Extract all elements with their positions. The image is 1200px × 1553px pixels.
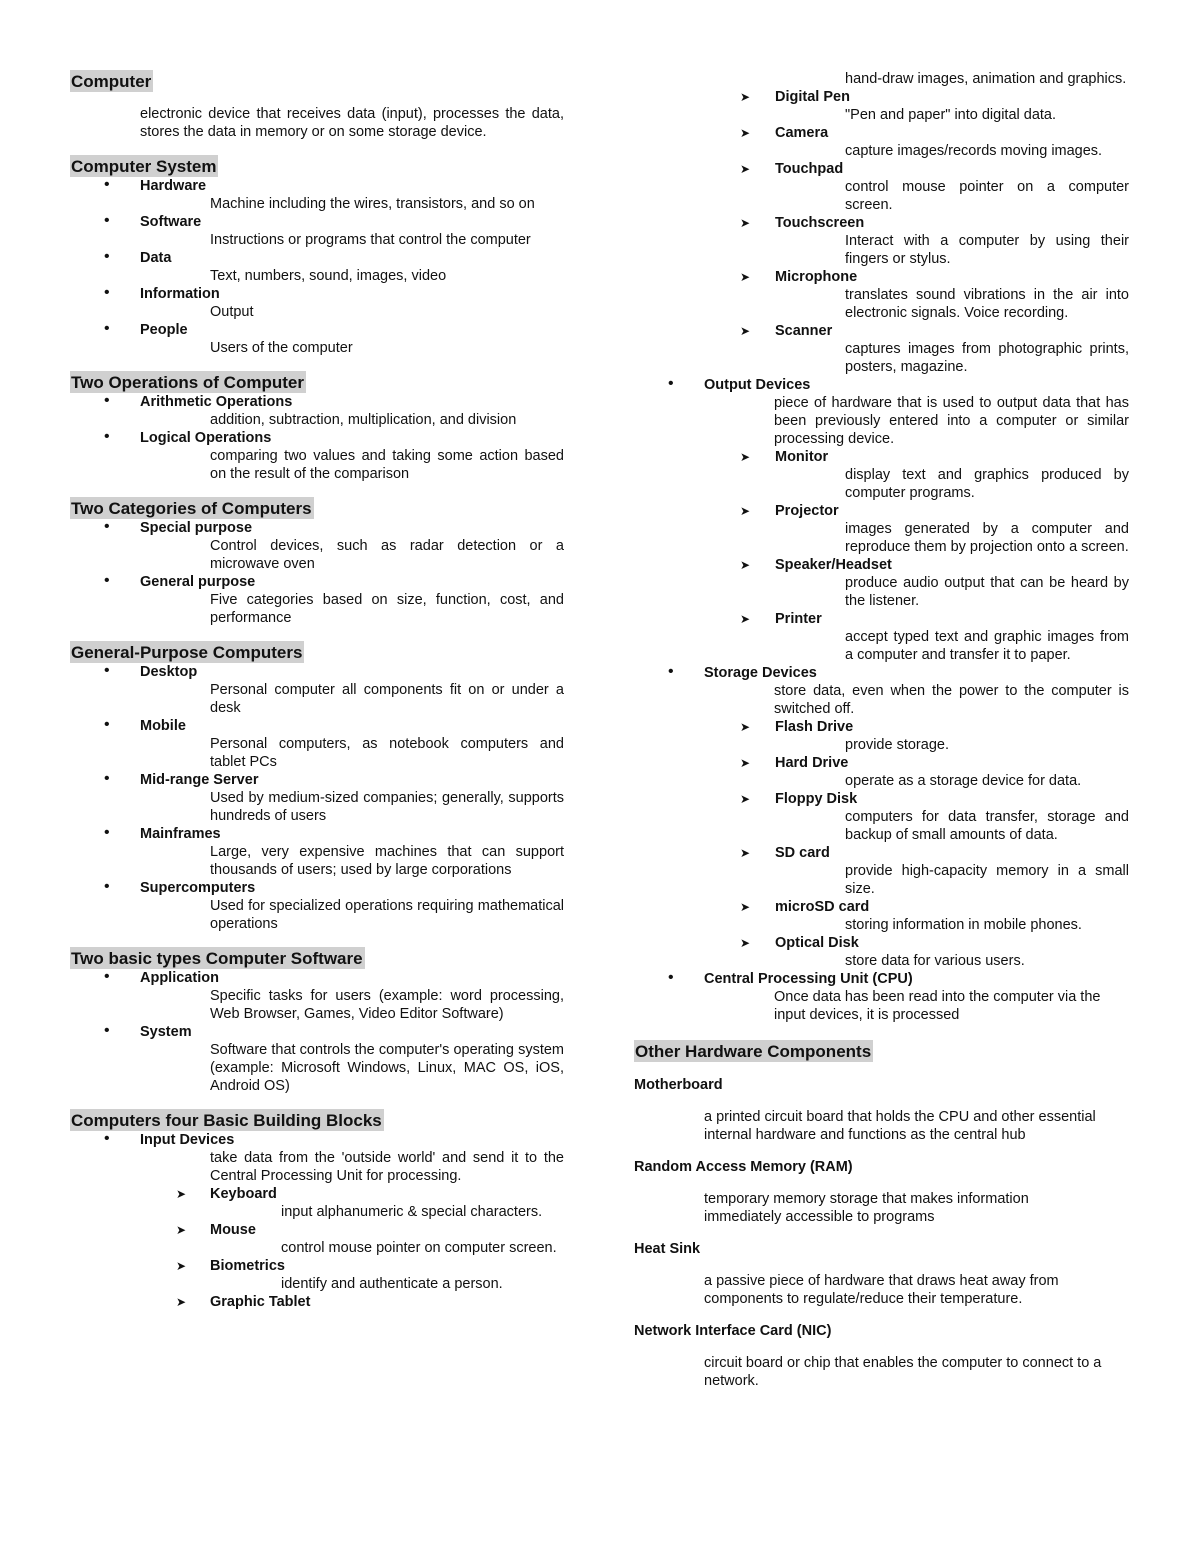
section-title-building-blocks: Computers four Basic Building Blocks xyxy=(71,1111,382,1130)
item-desc: Personal computers, as notebook computers and tablet PCs xyxy=(210,736,564,770)
sub-term: ➤ Biometrics xyxy=(210,1258,285,1274)
list-item xyxy=(70,825,564,879)
sub-term: ➤ Scanner xyxy=(775,323,833,339)
list-item xyxy=(70,717,564,771)
item-term: • Input Devices xyxy=(140,1132,235,1148)
item-term: • Desktop xyxy=(140,664,198,680)
graphic-tablet-desc: hand-draw images, animation and graphics. xyxy=(845,71,1127,87)
sub-term: ➤ Graphic Tablet xyxy=(210,1294,311,1310)
software-types-list xyxy=(70,969,564,1095)
general-purpose-list xyxy=(70,663,564,933)
sub-item xyxy=(70,1185,564,1221)
sub-item xyxy=(634,754,1129,790)
sub-item xyxy=(634,844,1129,898)
item-term: • Arithmetic Operations xyxy=(140,394,293,410)
list-item xyxy=(70,519,564,573)
sub-item xyxy=(634,448,1129,502)
input-devices-list xyxy=(70,1185,564,1311)
hardware-entry xyxy=(634,1158,1129,1226)
sub-desc: control mouse pointer on a computer screen. xyxy=(845,179,1129,213)
sub-item xyxy=(70,1221,564,1257)
item-desc: Personal computer all components fit on or under a desk xyxy=(210,682,564,716)
item-term: • Storage Devices xyxy=(704,665,817,681)
item-term: • Mobile xyxy=(140,718,186,734)
hardware-term: Heat Sink xyxy=(634,1241,701,1257)
sub-desc: produce audio output that can be heard by the listener. xyxy=(845,575,1129,609)
sub-desc: computers for data transfer, storage and backup of small amounts of data. xyxy=(845,809,1129,843)
section-title-categories: Two Categories of Computers xyxy=(71,499,312,518)
hardware-term: Random Access Memory (RAM) xyxy=(634,1159,853,1175)
sub-item xyxy=(634,898,1129,934)
item-term: • Logical Operations xyxy=(140,430,272,446)
sub-desc: provide high-capacity memory in a small size. xyxy=(845,863,1129,897)
hardware-term: Network Interface Card (NIC) xyxy=(634,1323,832,1339)
computer-system-list xyxy=(70,177,564,357)
item-desc: Control devices, such as radar detection or a microwave oven xyxy=(210,538,564,572)
item-desc: Machine including the wires, transistors, and so on xyxy=(210,196,535,212)
sub-term: ➤ Touchpad xyxy=(775,161,844,177)
sub-item xyxy=(70,1293,564,1311)
sub-desc: store data for various users. xyxy=(845,953,1025,969)
sub-item xyxy=(634,502,1129,556)
hardware-term: Motherboard xyxy=(634,1077,723,1093)
list-item xyxy=(70,1023,564,1095)
list-item xyxy=(70,393,564,429)
item-term: • Hardware xyxy=(140,178,207,194)
sub-term: ➤ Printer xyxy=(775,611,822,627)
input-devices-continued xyxy=(634,88,1129,376)
hardware-entry xyxy=(634,1076,1129,1144)
sub-term: ➤ Flash Drive xyxy=(775,719,854,735)
sub-item xyxy=(634,790,1129,844)
sub-desc: operate as a storage device for data. xyxy=(845,773,1082,789)
item-desc: comparing two values and taking some action based on the result of the comparison xyxy=(210,448,564,482)
sub-desc: input alphanumeric & special characters. xyxy=(281,1204,543,1220)
sub-desc: display text and graphics produced by computer programs. xyxy=(845,467,1129,501)
list-item xyxy=(70,321,564,357)
item-term: • Supercomputers xyxy=(140,880,256,896)
list-item xyxy=(70,969,564,1023)
section-title-computer-system: Computer System xyxy=(71,157,217,176)
list-item xyxy=(70,663,564,717)
item-term: • Application xyxy=(140,970,219,986)
item-desc: store data, even when the power to the computer is switched off. xyxy=(774,683,1129,717)
hardware-entry xyxy=(634,1322,1129,1390)
operations-list xyxy=(70,393,564,483)
sub-item xyxy=(634,124,1129,160)
hardware-desc: a printed circuit board that holds the CPU and other essential internal hardware and functions as the central hub xyxy=(704,1109,1096,1143)
sub-item xyxy=(634,160,1129,214)
output-devices-list xyxy=(634,448,1129,664)
item-term: • System xyxy=(140,1024,192,1040)
sub-term: ➤ Digital Pen xyxy=(775,89,850,105)
hardware-entry xyxy=(634,1240,1129,1308)
list-item xyxy=(634,970,1129,1024)
sub-desc: capture images/records moving images. xyxy=(845,143,1103,159)
building-blocks-list xyxy=(70,1131,564,1311)
list-item xyxy=(70,771,564,825)
computer-definition: electronic device that receives data (input), processes the data, stores the data in memory or on some storage device. xyxy=(140,106,564,140)
sub-item xyxy=(70,1257,564,1293)
sub-desc: storing information in mobile phones. xyxy=(845,917,1082,933)
item-desc: addition, subtraction, multiplication, and division xyxy=(210,412,517,428)
sub-term: ➤ Mouse xyxy=(210,1222,256,1238)
sub-desc: Interact with a computer by using their fingers or stylus. xyxy=(845,233,1129,267)
item-term: • Mainframes xyxy=(140,826,221,842)
categories-list xyxy=(70,519,564,627)
item-term: • General purpose xyxy=(140,574,256,590)
sub-item xyxy=(634,322,1129,376)
other-hardware-list xyxy=(634,1076,1129,1390)
sub-term: ➤ Optical Disk xyxy=(775,935,859,951)
sub-term: ➤ Microphone xyxy=(775,269,858,285)
sub-desc: control mouse pointer on computer screen. xyxy=(281,1240,557,1256)
sub-desc: identify and authenticate a person. xyxy=(281,1276,503,1292)
sub-term: ➤ Keyboard xyxy=(210,1186,277,1202)
sub-term: ➤ Speaker/Headset xyxy=(775,557,892,573)
item-desc: Five categories based on size, function, cost, and performance xyxy=(210,592,564,626)
item-term: • Information xyxy=(140,286,220,302)
item-desc: Used for specialized operations requiring mathematical operations xyxy=(210,898,564,932)
sub-item xyxy=(634,556,1129,610)
item-term: • Data xyxy=(140,250,172,266)
list-item xyxy=(70,573,564,627)
section-title-other-hardware: Other Hardware Components xyxy=(635,1042,872,1061)
sub-item xyxy=(634,934,1129,970)
list-item xyxy=(70,879,564,933)
item-term: • Output Devices xyxy=(704,377,811,393)
sub-item xyxy=(634,610,1129,664)
item-desc: Instructions or programs that control the computer xyxy=(210,232,531,248)
item-term: • Mid-range Server xyxy=(140,772,259,788)
sub-term: ➤ Camera xyxy=(775,125,829,141)
sub-term: ➤ Touchscreen xyxy=(775,215,865,231)
sub-term: ➤ Hard Drive xyxy=(775,755,849,771)
section-title-software-types: Two basic types Computer Software xyxy=(71,949,363,968)
sub-term: ➤ microSD card xyxy=(775,899,870,915)
item-desc: Specific tasks for users (example: word processing, Web Browser, Games, Video Editor Software) xyxy=(210,988,564,1022)
left-column xyxy=(70,66,564,1311)
sub-term: ➤ Monitor xyxy=(775,449,829,465)
list-item xyxy=(70,1131,564,1311)
section-title-computer: Computer xyxy=(71,72,152,91)
item-desc: take data from the 'outside world' and send it to the Central Processing Unit for processing. xyxy=(210,1150,564,1184)
sub-item xyxy=(634,718,1129,754)
hardware-desc: a passive piece of hardware that draws heat away from components to regulate/reduce their temperature. xyxy=(704,1273,1059,1307)
storage-devices-list xyxy=(634,718,1129,970)
list-item xyxy=(634,376,1129,664)
item-desc: Once data has been read into the computer via the input devices, it is processed xyxy=(774,989,1101,1023)
item-desc: Used by medium-sized companies; generally, supports hundreds of users xyxy=(210,790,564,824)
list-item xyxy=(70,285,564,321)
list-item xyxy=(70,429,564,483)
list-item xyxy=(70,213,564,249)
sub-term: ➤ Projector xyxy=(775,503,839,519)
right-column xyxy=(634,70,1129,1390)
item-term: • Software xyxy=(140,214,202,230)
building-blocks-list-continued xyxy=(634,376,1129,1024)
sub-term: ➤ SD card xyxy=(775,845,830,861)
sub-item xyxy=(634,268,1129,322)
hardware-desc: circuit board or chip that enables the computer to connect to a network. xyxy=(704,1355,1102,1389)
item-desc: piece of hardware that is used to output data that has been previously entered into a computer or similar processing device. xyxy=(774,395,1129,447)
hardware-desc: temporary memory storage that makes information immediately accessible to programs xyxy=(704,1191,1029,1225)
section-title-general-purpose: General-Purpose Computers xyxy=(71,643,303,662)
list-item xyxy=(70,249,564,285)
list-item xyxy=(70,177,564,213)
sub-term: ➤ Floppy Disk xyxy=(775,791,858,807)
sub-desc: accept typed text and graphic images from a computer and transfer it to paper. xyxy=(845,629,1129,663)
sub-desc: translates sound vibrations in the air into electronic signals. Voice recording. xyxy=(845,287,1129,321)
item-desc: Large, very expensive machines that can support thousands of users; used by large corporations xyxy=(210,844,564,878)
sub-item xyxy=(634,88,1129,124)
item-term: • People xyxy=(140,322,188,338)
item-term: • Special purpose xyxy=(140,520,253,536)
list-item xyxy=(634,664,1129,970)
item-desc: Users of the computer xyxy=(210,340,353,356)
sub-desc: images generated by a computer and reproduce them by projection onto a screen. xyxy=(845,521,1129,555)
item-desc: Output xyxy=(210,304,254,320)
sub-desc: "Pen and paper" into digital data. xyxy=(845,107,1057,123)
sub-item xyxy=(634,214,1129,268)
item-desc: Text, numbers, sound, images, video xyxy=(210,268,447,284)
sub-desc: provide storage. xyxy=(845,737,949,753)
sub-desc: captures images from photographic prints, posters, magazine. xyxy=(845,341,1129,375)
item-term: • Central Processing Unit (CPU) xyxy=(704,971,913,987)
item-desc: Software that controls the computer's operating system (example: Microsoft Windows, Linux, MAC OS, iOS, Android OS) xyxy=(210,1042,564,1094)
section-title-operations: Two Operations of Computer xyxy=(71,373,304,392)
